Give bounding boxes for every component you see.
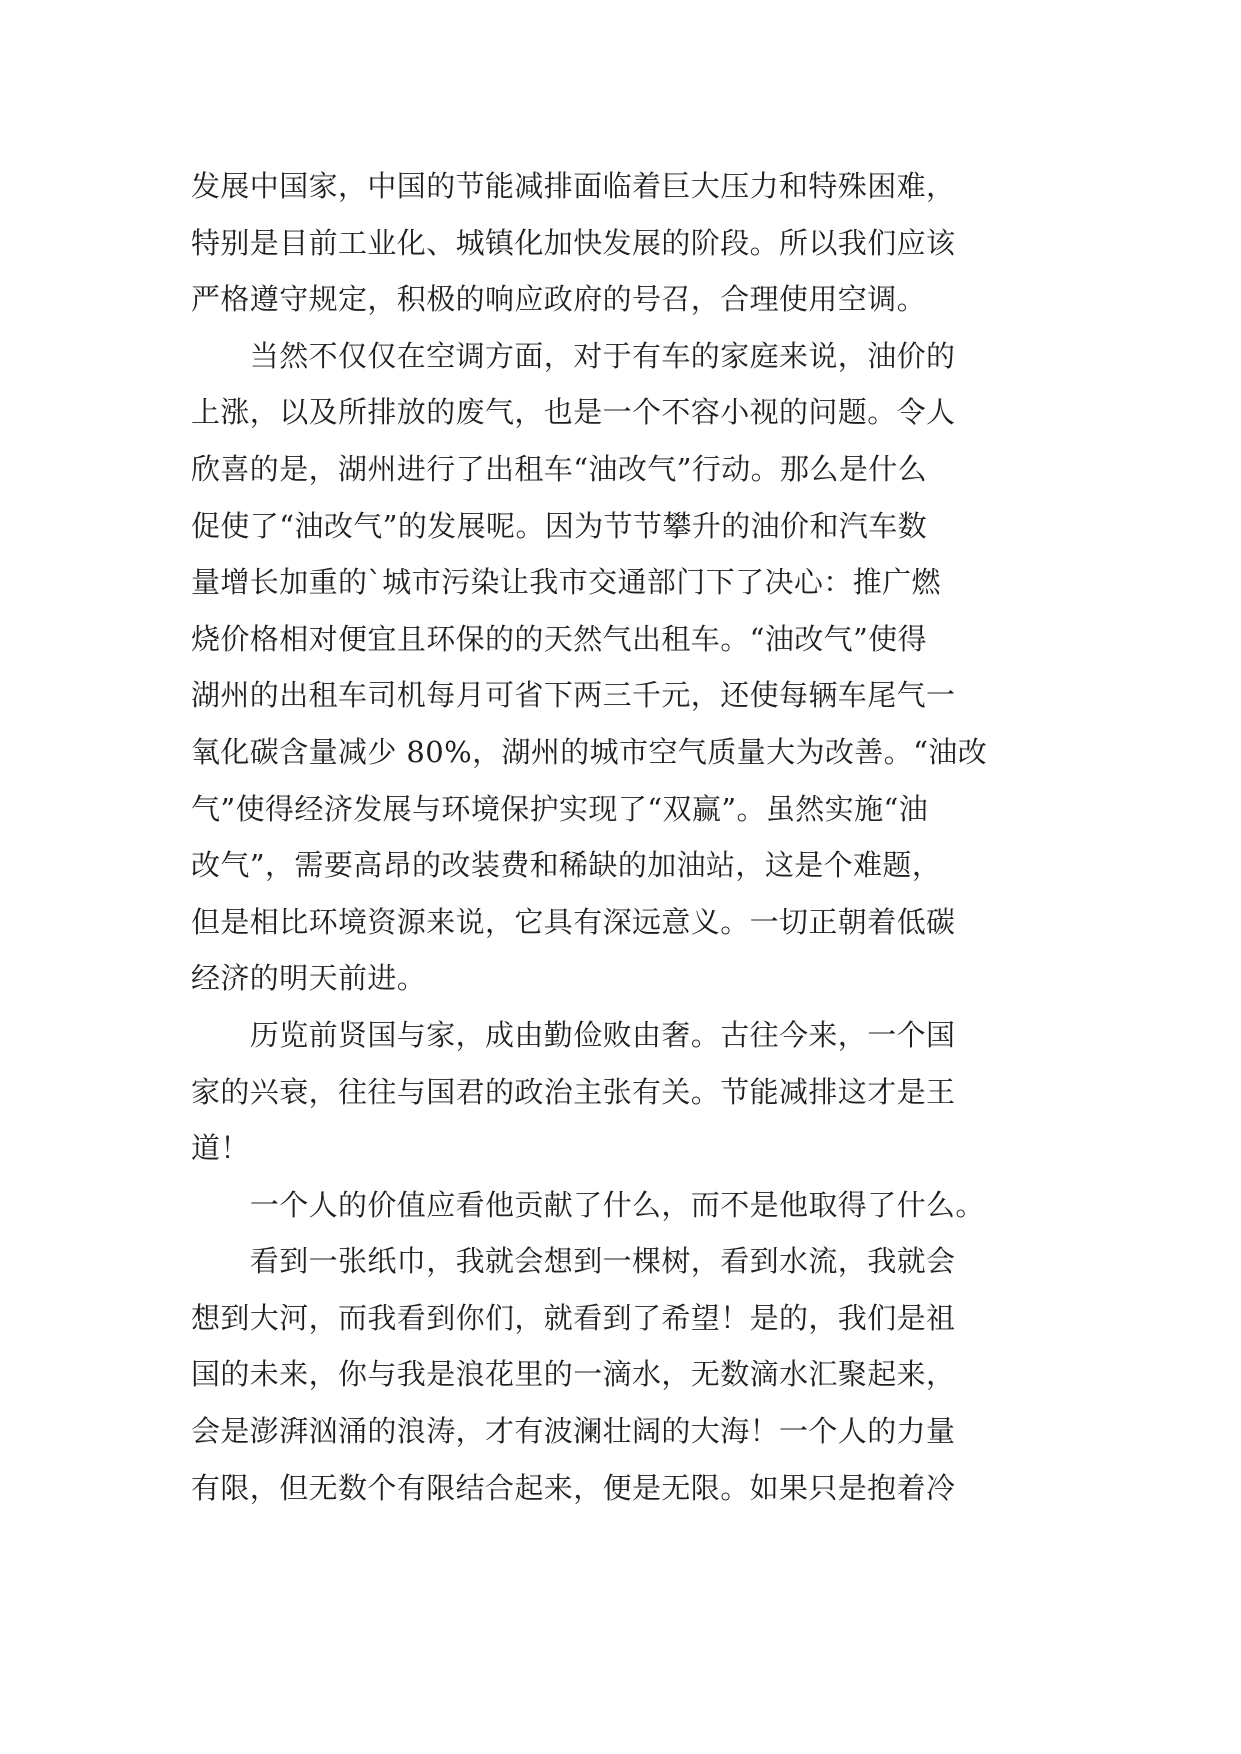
text-line: 改气”，需要高昂的改装费和稀缺的加油站，这是个难题， bbox=[191, 848, 942, 883]
text-line: 促使了“油改气”的发展呢。因为节节攀升的油价和汽车数 bbox=[191, 508, 928, 543]
text-line: 一个人的价值应看他贡献了什么，而不是他取得了什么。 bbox=[191, 1187, 985, 1222]
text-line: 特别是目前工业化、城镇化加快发展的阶段。所以我们应该 bbox=[191, 225, 956, 260]
text-line: 家的兴衰，往往与国君的政治主张有关。节能减排这才是王 bbox=[191, 1074, 956, 1109]
text-line: 但是相比环境资源来说，它具有深远意义。一切正朝着低碳 bbox=[191, 904, 956, 939]
text-line: 烧价格相对便宜且环保的的天然气出租车。“油改气”使得 bbox=[191, 621, 928, 656]
text-line: 有限，但无数个有限结合起来，便是无限。如果只是抱着冷 bbox=[191, 1470, 956, 1505]
text-line: 氧化碳含量减少 80%，湖州的城市空气质量大为改善。“油改 bbox=[191, 734, 988, 769]
text-line: 想到大河，而我看到你们，就看到了希望！是的，我们是祖 bbox=[191, 1300, 956, 1335]
text-line: 历览前贤国与家，成由勤俭败由奢。古往今来，一个国 bbox=[191, 1017, 956, 1052]
text-line: 湖州的出租车司机每月可省下两三千元，还使每辆车尾气一 bbox=[191, 678, 956, 713]
text-line: 气”使得经济发展与环境保护实现了“双赢”。虽然实施“油 bbox=[191, 791, 929, 826]
body-text bbox=[191, 158, 1066, 1516]
text-line: 当然不仅仅在空调方面，对于有车的家庭来说，油价的 bbox=[191, 338, 956, 373]
text-line: 会是澎湃汹涌的浪涛，才有波澜壮阔的大海！一个人的力量 bbox=[191, 1414, 956, 1449]
text-line: 国的未来，你与我是浪花里的一滴水，无数滴水汇聚起来， bbox=[191, 1357, 956, 1392]
text-line: 道！ bbox=[191, 1131, 250, 1166]
text-line: 上涨，以及所排放的废气，也是一个不容小视的问题。令人 bbox=[191, 395, 956, 430]
text-line: 经济的明天前进。 bbox=[191, 961, 427, 996]
text-line: 欣喜的是，湖州进行了出租车“油改气”行动。那么是什么 bbox=[191, 451, 928, 486]
text-line: 看到一张纸巾，我就会想到一棵树，看到水流，我就会 bbox=[191, 1244, 956, 1279]
text-line: 严格遵守规定，积极的响应政府的号召，合理使用空调。 bbox=[191, 282, 927, 317]
text-line: 发展中国家，中国的节能减排面临着巨大压力和特殊困难， bbox=[191, 169, 956, 203]
text-line: 量增长加重的`城市污染让我市交通部门下了决心：推广燃 bbox=[191, 565, 941, 600]
